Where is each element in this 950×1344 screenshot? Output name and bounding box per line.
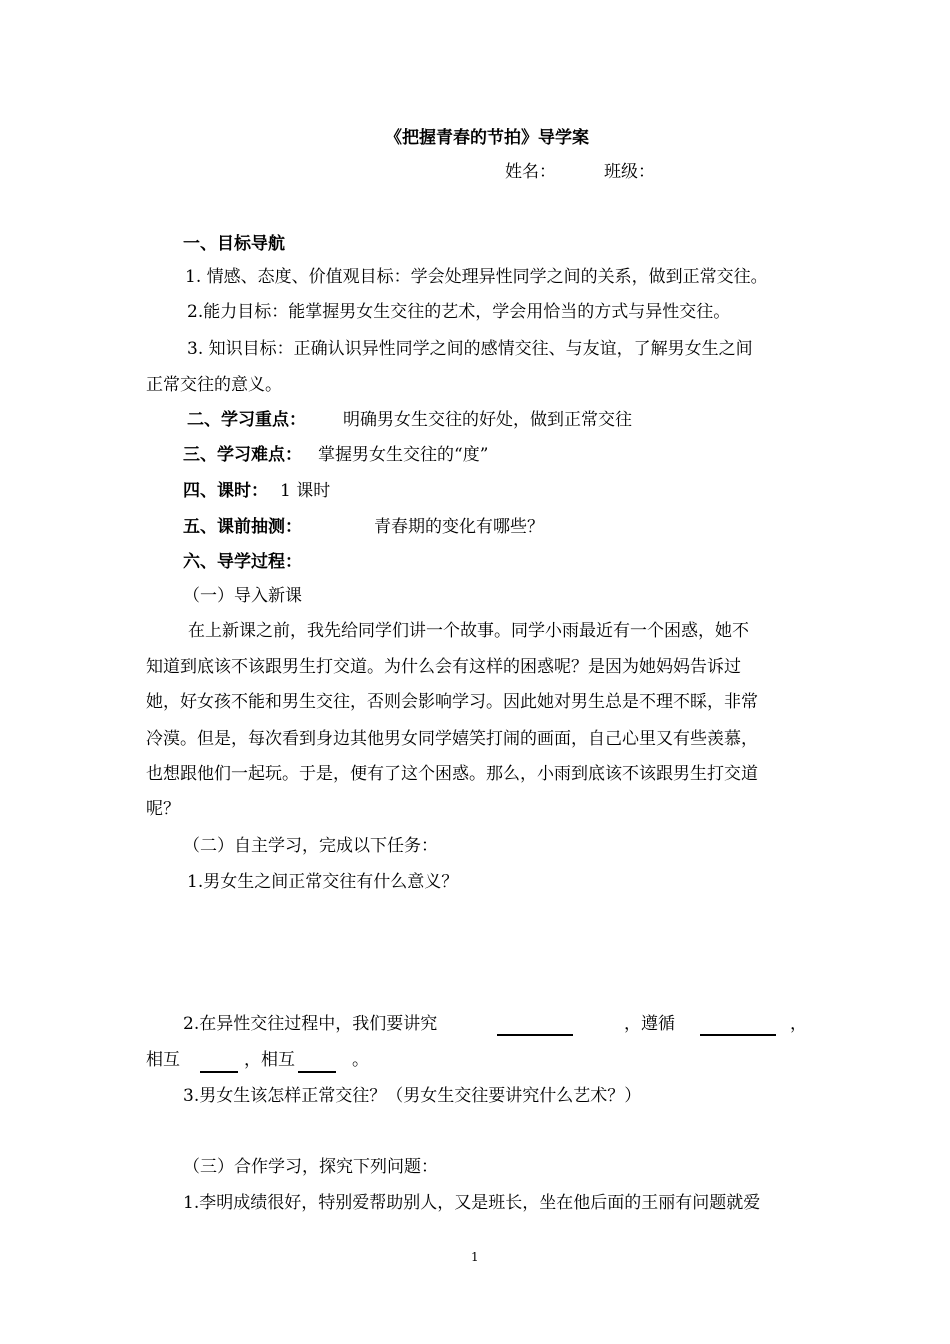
coop-heading: （三）合作学习，探究下列问题： xyxy=(183,1157,438,1177)
self-study-q2-line2-b: ，相互 xyxy=(244,1050,295,1070)
coop-q1: 1.李明成绩很好，特别爱帮助别人，又是班长，坐在他后面的王丽有问题就爱 xyxy=(183,1193,761,1213)
intro-line: 呢？ xyxy=(146,799,180,819)
goal-1: 1. 情感、态度、价值观目标：学会处理异性同学之间的关系，做到正常交往。 xyxy=(185,267,768,287)
intro-line: 她，好女孩不能和男生交往，否则会影响学习。因此她对男生总是不理不睬，非常 xyxy=(146,692,758,712)
page-title: 《把握青春的节拍》导学案 xyxy=(385,128,589,148)
self-study-q2-part2: ，遵循 xyxy=(624,1014,675,1034)
section-heading-pretest: 五、课前抽测： xyxy=(183,517,302,537)
fill-blank[interactable] xyxy=(497,1020,573,1036)
goal-2: 2.能力目标：能掌握男女生交往的艺术，学会用恰当的方式与异性交往。 xyxy=(187,302,731,322)
section-heading-goals: 一、目标导航 xyxy=(183,234,285,254)
intro-heading: （一）导入新课 xyxy=(183,586,302,606)
intro-line: 也想跟他们一起玩。于是，便有了这个困惑。那么，小雨到底该不该跟男生打交道 xyxy=(146,764,758,784)
name-label: 姓名： xyxy=(505,162,556,182)
page-number: 1 xyxy=(471,1250,479,1264)
section-heading-process: 六、导学过程： xyxy=(183,552,302,572)
section-heading-difficulty: 三、学习难点： xyxy=(183,445,302,465)
section-heading-key-points: 二、学习重点： xyxy=(187,410,306,430)
self-study-q2-line2-c: 。 xyxy=(352,1050,369,1070)
intro-line: 在上新课之前，我先给同学们讲一个故事。同学小雨最近有一个困惑，她不 xyxy=(188,621,749,641)
difficulty-text: 掌握男女生交往的“度” xyxy=(318,445,489,465)
fill-blank[interactable] xyxy=(700,1020,776,1036)
self-study-q3: 3.男女生该怎样正常交往？（男女生交往要讲究什么艺术？） xyxy=(183,1086,642,1106)
self-study-heading: （二）自主学习，完成以下任务： xyxy=(183,836,438,856)
self-study-q2-part3: ， xyxy=(790,1014,807,1034)
section-heading-periods: 四、课时： xyxy=(183,481,268,501)
fill-blank[interactable] xyxy=(200,1057,238,1073)
goal-3-line-1: 3. 知识目标：正确认识异性同学之间的感情交往、与友谊，了解男女生之间 xyxy=(187,339,753,359)
self-study-q2-line2-a: 相互 xyxy=(146,1050,180,1070)
self-study-q1: 1.男女生之间正常交往有什么意义？ xyxy=(187,872,459,892)
key-points-text: 明确男女生交往的好处，做到正常交往 xyxy=(343,410,632,430)
fill-blank[interactable] xyxy=(298,1057,336,1073)
self-study-q2-part1: 2.在异性交往过程中，我们要讲究 xyxy=(183,1014,438,1034)
intro-line: 冷漠。但是，每次看到身边其他男女同学嬉笑打闹的画面，自己心里又有些羡慕， xyxy=(146,729,758,749)
pretest-text: 青春期的变化有哪些？ xyxy=(374,517,544,537)
intro-line: 知道到底该不该跟男生打交道。为什么会有这样的困惑呢？是因为她妈妈告诉过 xyxy=(146,657,741,677)
periods-text: 1 课时 xyxy=(280,481,331,501)
goal-3-line-2: 正常交往的意义。 xyxy=(146,375,282,395)
class-label: 班级： xyxy=(604,162,655,182)
